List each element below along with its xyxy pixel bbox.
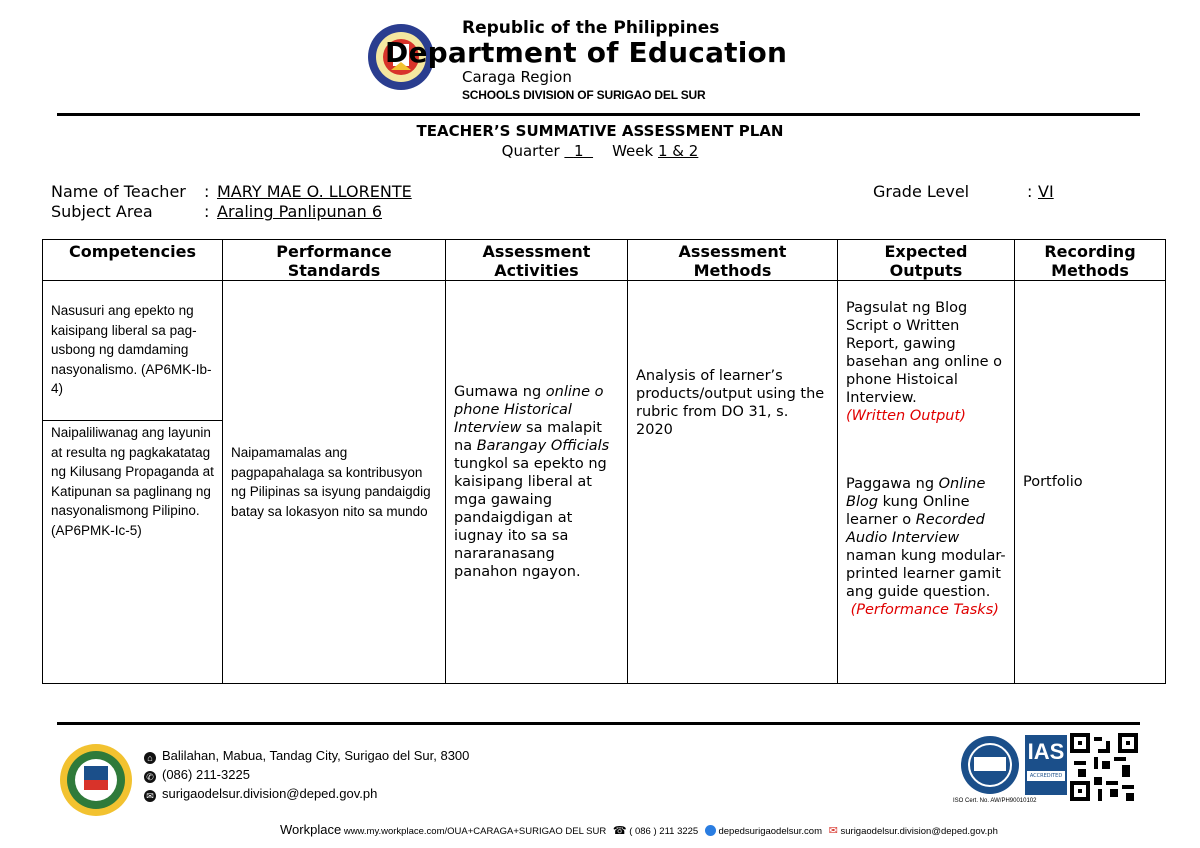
region-label: Caraga Region — [462, 68, 572, 86]
quarter-value: 1 — [573, 142, 584, 160]
phone-icon: ✆ — [144, 771, 156, 783]
footer-address-block — [144, 746, 469, 803]
email-line: ✉ surigaodelsur.division@deped.gov.ph — [144, 784, 469, 803]
gmail-icon: ✉ — [828, 825, 838, 837]
telephone-icon: ☎ — [612, 825, 627, 837]
header-competencies: Competencies — [43, 240, 223, 281]
grade-value: VI — [1038, 182, 1054, 201]
document-title: TEACHER’S SUMMATIVE ASSESSMENT PLAN — [416, 122, 784, 140]
teacher-colon: : — [204, 182, 210, 201]
subject-value: Araling Panlipunan 6 — [217, 202, 383, 221]
header-divider — [57, 113, 1140, 116]
quarter-week-line — [0, 142, 1200, 160]
week-value: 1 & 2 — [658, 142, 699, 160]
expected-outputs-cell — [838, 281, 1015, 684]
republic-title: Republic of the Philippines — [462, 18, 720, 38]
header-assessment-methods: Assessment Methods — [628, 240, 838, 281]
subject-label: Subject Area — [51, 202, 153, 221]
certification-badge-logo — [960, 735, 1020, 795]
quarter-label: Quarter — [501, 142, 560, 160]
table-header-row — [43, 240, 1166, 281]
phone-line: ✆ (086) 211-3225 — [144, 765, 469, 784]
header-performance-standards: Performance Standards — [223, 240, 446, 281]
workplace-site[interactable]: depedsurigaodelsur.com — [718, 826, 822, 837]
teacher-label: Name of Teacher — [51, 182, 186, 201]
header-expected-outputs: Expected Outputs — [838, 240, 1015, 281]
output-written: Pagsulat ng Blog Script o Written Report, gawing basehan ang online o phone Histoical Interview. (Written Output) — [846, 300, 1003, 424]
header-recording-methods: Recording Methods — [1015, 240, 1166, 281]
footer-divider — [57, 722, 1140, 725]
division-label: SCHOOLS DIVISION OF SURIGAO DEL SUR — [462, 88, 706, 102]
division-seal-logo — [58, 742, 134, 818]
address-line: ⌂ Balilahan, Mabua, Tandag City, Surigao del Sur, 8300 — [144, 746, 469, 765]
subject-colon: : — [204, 202, 210, 221]
qr-code — [1070, 733, 1138, 801]
workplace-footer-line — [280, 822, 998, 837]
workplace-url[interactable]: www.my.workplace.com/OUA+CARAGA+SURIGAO DEL SUR — [343, 826, 607, 837]
output-performance: Paggawa ng Online Blog kung Online learner o Recorded Audio Interview naman kung modular-printed learner gamit ang guide question. (Performance Tasks) — [846, 476, 1006, 618]
assessment-method-cell: Analysis of learner’s products/output using the rubric from DO 31, s. 2020 — [628, 281, 838, 684]
workplace-phone: ( 086 ) 211 3225 — [629, 826, 699, 837]
grade-colon: : — [1027, 182, 1033, 201]
grade-label: Grade Level — [873, 182, 970, 201]
ias-accreditation-logo: IAS ACCREDITED — [1025, 735, 1067, 795]
recording-method-cell: Portfolio — [1015, 281, 1166, 684]
performance-tasks-tag: (Performance Tasks) — [850, 602, 999, 618]
location-icon: ⌂ — [144, 752, 156, 764]
workplace-email[interactable]: surigaodelsur.division@deped.gov.ph — [840, 826, 998, 837]
assessment-activity-cell: Gumawa ng online o phone Historical Interview sa malapit na Barangay Officials tungkol sa epekto ng kaisipang liberal at mga gawaing pandaigdigan at iugnay ito sa sa nararanasang panahon ngayon. — [446, 281, 628, 684]
table-row — [43, 281, 1166, 421]
competency-cell-1: Nasusuri ang epekto ng kaisipang liberal sa pag-usbong ng damdaming nasyonalismo. (AP6MK-Ib-4) — [43, 281, 223, 421]
website-icon — [705, 825, 716, 836]
iso-cert-label: ISO Cert. No. AW/PH90010102 — [953, 798, 1037, 804]
competency-cell-2: Naipaliliwanag ang layunin at resulta ng pagkakatatag ng Kilusang Propaganda at Katipunan sa paglinang ng nasyonalismong Pilipino. (AP6PMK-Ic-5) — [43, 421, 223, 684]
workplace-logo-text: Workplace — [280, 822, 342, 837]
department-title: Department of Education — [385, 36, 788, 69]
written-output-tag: (Written Output) — [846, 408, 966, 424]
performance-standard-cell: Naipamamalas ang pagpapahalaga sa kontribusyon ng Pilipinas sa isyung pandaigdig batay sa lokasyon nito sa mundo — [223, 281, 446, 684]
week-label: Week — [612, 142, 654, 160]
assessment-plan-table — [42, 239, 1166, 684]
header-assessment-activities: Assessment Activities — [446, 240, 628, 281]
email-icon: ✉ — [144, 790, 156, 802]
teacher-name: MARY MAE O. LLORENTE — [217, 182, 412, 201]
